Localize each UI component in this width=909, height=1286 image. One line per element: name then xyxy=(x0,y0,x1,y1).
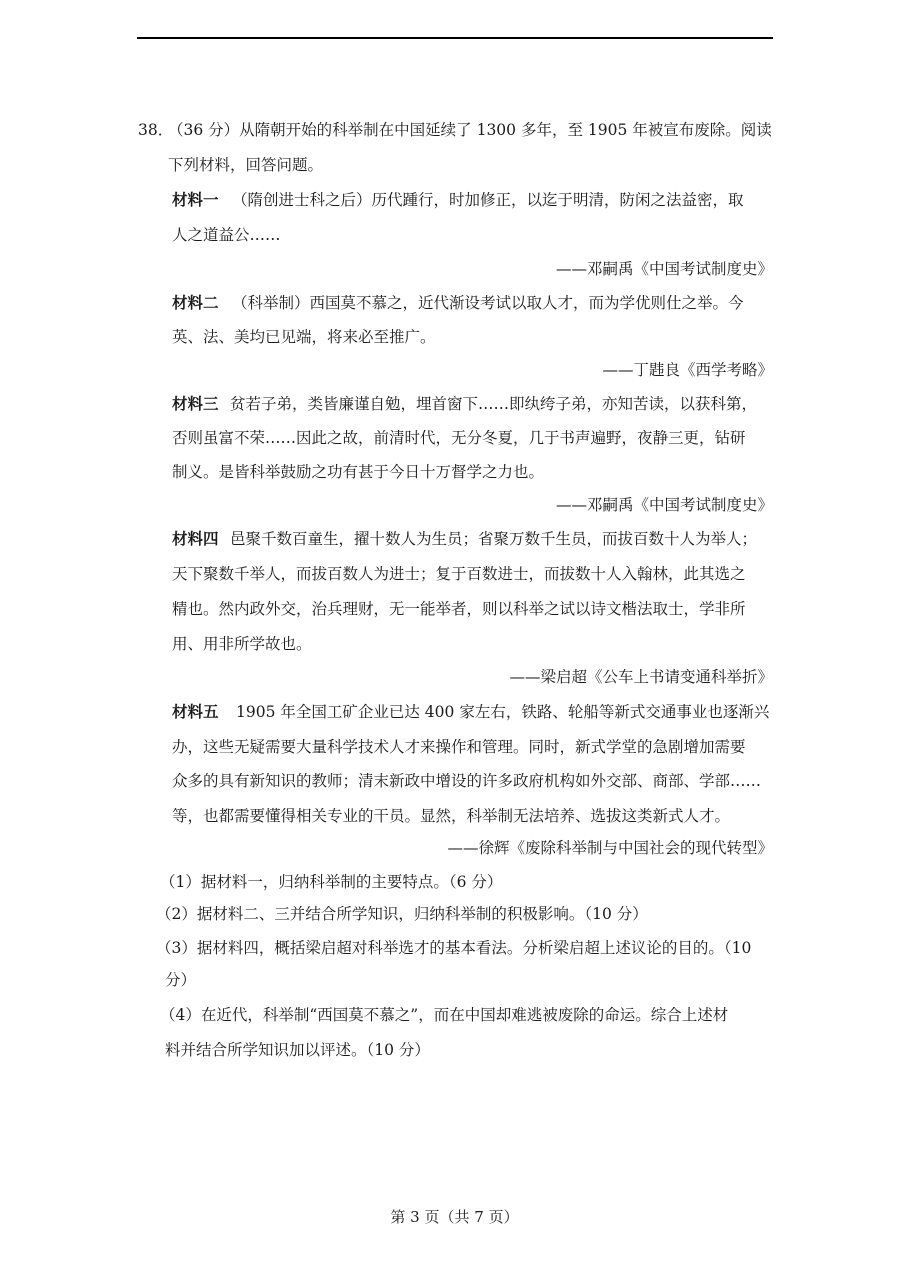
material-5-line-2: 办，这些无疑需要大量科学技术人才来操作和管理。同时，新式学堂的急剧增加需要 xyxy=(172,738,746,756)
material-3-line-3: 制义。是皆科举鼓励之功有甚于今日十万督学之力也。 xyxy=(172,463,545,481)
sub-question-3-line-2: 分） xyxy=(165,971,197,989)
question-text-line-1: （36 分）从隋朝开始的科举制在中国延续了 1300 多年，至 1905 年被宣布废除。阅读 xyxy=(168,121,772,139)
material-1-label: 材料一 xyxy=(172,190,219,209)
question-text-line-2: 下列材料，回答问题。 xyxy=(168,156,324,174)
material-3-line-1: 贫若子弟，类皆廉谨自勉，埋首窗下……即纨绔子弟，亦知苦读，以获科第， xyxy=(230,395,758,413)
material-2-label: 材料二 xyxy=(172,293,219,312)
material-4-line-4: 用、用非所学故也。 xyxy=(172,635,312,653)
question-number: 38． xyxy=(138,121,174,139)
page-footer: 第 3 页（共 7 页） xyxy=(390,1208,519,1226)
material-4-label: 材料四 xyxy=(172,529,219,548)
sub-question-2: （2）据材料二、三并结合所学知识，归纳科举制的积极影响。（10 分） xyxy=(156,905,648,923)
sub-question-1: （1）据材料一，归纳科举制的主要特点。（6 分） xyxy=(160,873,503,891)
sub-question-4-line-2: 料并结合所学知识加以评述。（10 分） xyxy=(165,1041,430,1059)
sub-question-4-line-1: （4）在近代，科举制“西国莫不慕之”，而在中国却难逃被废除的命运。综合上述材 xyxy=(160,1006,729,1024)
material-1-line-2: 人之道益公…… xyxy=(172,226,281,244)
material-5-line-1: 1905 年全国工矿企业已达 400 家左右，铁路、轮船等新式交通事业也逐渐兴 xyxy=(236,703,770,721)
material-5-label: 材料五 xyxy=(172,702,219,721)
material-5-line-3: 众多的具有新知识的教师；清末新政中增设的许多政府机构如外交部、商部、学部…… xyxy=(172,772,762,790)
material-3-line-2: 否则虽富不荣……因此之故，前清时代，无分冬夏，几于书声遍野，夜静三更，钻研 xyxy=(172,429,746,447)
material-2-source: ——丁韪良《西学考略》 xyxy=(602,361,773,379)
material-5-line-4: 等，也都需要懂得相关专业的干员。显然，科举制无法培养、选拔这类新式人才。 xyxy=(172,807,731,825)
material-1-source: ——邓嗣禹《中国考试制度史》 xyxy=(555,260,773,278)
material-4-line-2: 天下聚数千举人，而拔百数人为进士；复于百数进士，而拔数十人入翰林，此其选之 xyxy=(172,565,746,583)
material-4-line-1: 邑聚千数百童生，擢十数人为生员；省聚万数千生员，而拔百数十人为举人； xyxy=(230,530,758,548)
material-3-label: 材料三 xyxy=(172,394,219,413)
material-1-line-1: （隋创进士科之后）历代踵行，时加修正，以迄于明清，防闲之法益密，取 xyxy=(232,191,744,209)
material-3-source: ——邓嗣禹《中国考试制度史》 xyxy=(555,496,773,514)
header-rule xyxy=(137,37,773,39)
material-4-source: ——梁启超《公车上书请变通科举折》 xyxy=(509,668,773,686)
material-4-line-3: 精也。然内政外交，治兵理财，无一能举者，则以科举之试以诗文楷法取士，学非所 xyxy=(172,600,746,618)
material-5-source: ——徐辉《废除科举制与中国社会的现代转型》 xyxy=(447,839,773,857)
material-2-line-2: 英、法、美均已见端，将来必至推广。 xyxy=(172,328,436,346)
material-2-line-1: （科举制）西国莫不慕之，近代渐设考试以取人才，而为学优则仕之举。今 xyxy=(232,294,744,312)
sub-question-3-line-1: （3）据材料四，概括梁启超对科举选才的基本看法。分析梁启超上述议论的目的。（10 xyxy=(156,939,752,957)
